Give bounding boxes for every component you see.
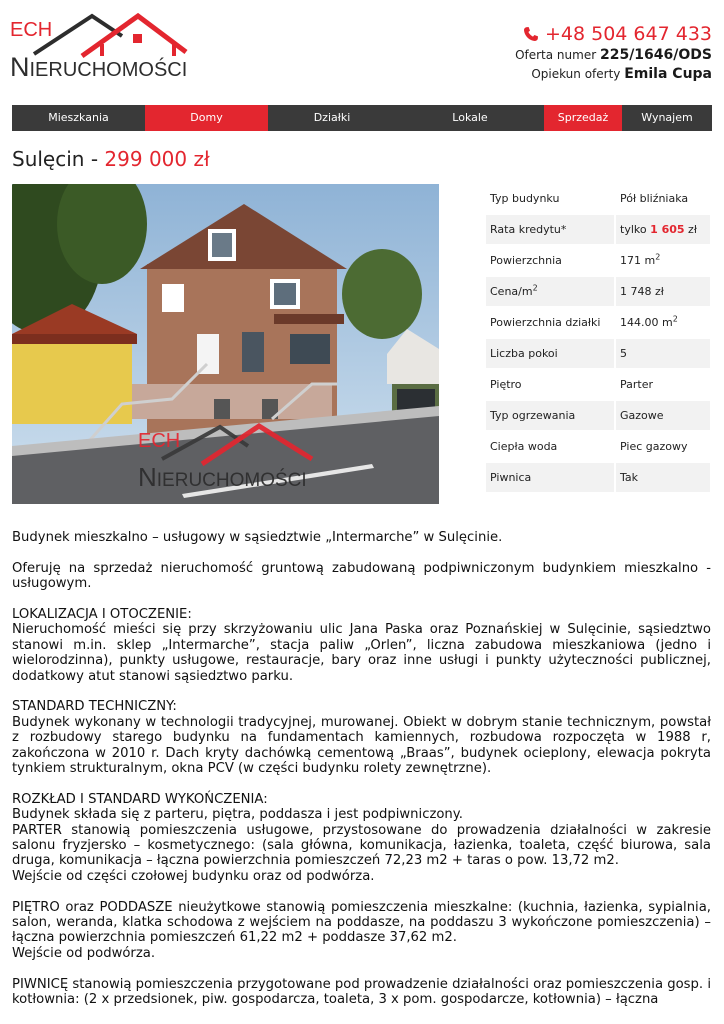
agent-line: [515, 65, 712, 84]
listing-title: [12, 146, 210, 172]
description-paragraph: STANDARD TECHNICZNY: Budynek wykonany w technologii tradycyjnej, murowanej. Obiekt w dobrym stanie technicznym, powstał z rozbudowy starego budynku na fundamentach kamiennych, rozbudowa rozpoczęta w 1988 r, zakończona w 2010 r. Dach kryty dachówką cementową „Braas”, budynek ocieplony, elewacja pokryta tynkiem strukturalnym, okna PCV (w części budynku rolety zewnętrzne).: [12, 699, 711, 777]
spec-label: Powierzchnia działki: [486, 308, 614, 337]
listing-price: 299 000 zł: [104, 147, 210, 171]
area-unit-sup: 2: [655, 252, 661, 262]
phone-number: +48 504 647 433: [544, 23, 712, 45]
description-paragraph: PIWNICĘ stanowią pomieszczenia przygotowane pod prowadzenie działalności oraz pomieszczenia gosp. i kotłownia: (2 x przedsionek, piw. gospodarcza, toaleta, 3 x pom. gospodarcze, kotłownia) – łączna: [12, 976, 711, 1008]
house-photo-image: [12, 184, 439, 504]
logo-house-icon: [10, 10, 190, 82]
spec-label: Powierzchnia: [486, 246, 614, 275]
loan-suffix: zł: [688, 223, 697, 236]
nav-item-domy[interactable]: Domy: [145, 105, 268, 131]
loan-amount: 1 605: [650, 223, 685, 236]
price-per-m2-label: Cena/m: [490, 285, 533, 298]
spec-value: Pół bliźniaka: [616, 184, 710, 213]
plot-area-sup: 2: [672, 314, 678, 324]
listing-photo[interactable]: [12, 184, 439, 504]
spec-value: Parter: [616, 370, 710, 399]
phone-link[interactable]: [515, 22, 712, 46]
spec-value: Piec gazowy: [616, 432, 710, 461]
description-paragraph: Budynek mieszkalno – usługowy w sąsiedztwie „Intermarche” w Sulęcinie.: [12, 530, 503, 545]
nav-item-wynajem[interactable]: Wynajem: [641, 111, 693, 124]
listing-city: Sulęcin: [12, 147, 85, 171]
spec-row-price-per-m2: [486, 277, 710, 308]
plot-area-value: 144.00 m: [620, 316, 673, 329]
site-logo[interactable]: [10, 10, 190, 82]
spec-value: [616, 215, 710, 244]
spec-row-area: [486, 246, 710, 277]
description-paragraph: LOKALIZACJA I OTOCZENIE: Nieruchomość mieści się przy skrzyżowaniu ulic Jana Paska oraz Poznańskiej w Sulęcinie, sąsiedztwo stanowi m.in. sklep „Intermarche”, stacja paliw „Orlen”, liczna zabudowa mieszkaniowa (jedno i wielorodzinna), punkty usługowe, restauracje, bary oraz inne usługi i punkty użyteczności publicznej, dodatkowy atut stanowi sąsiedztwo parku.: [12, 607, 711, 684]
svg-text:NIERUCHOMOŚCI: NIERUCHOMOŚCI: [138, 462, 307, 492]
logo-ech-text: ECH: [10, 19, 53, 41]
spec-row-heating: [486, 401, 710, 432]
spec-row-hot-water: [486, 432, 710, 463]
logo-name-rest: IERUCHOMOŚCI: [29, 59, 188, 81]
spec-row-basement: [486, 463, 710, 494]
spec-label: Liczba pokoi: [486, 339, 614, 368]
nav-item-mieszkania[interactable]: Mieszkania: [48, 111, 109, 124]
spec-label: Typ ogrzewania: [486, 401, 614, 430]
description-paragraph: ROZKŁAD I STANDARD WYKOŃCZENIA: Budynek składa się z parteru, piętra, poddasza i jest podpiwniczony. PARTER stanowią pomieszczenia usługowe, przystosowane do prowadzenia działalności w zakresie salonu fryzjersko – kosmetycznego: (sala główna, komunikacja, łazienka, toaleta, część biurowa, sala druga, komunikacja – łączna powierzchnia pomieszczeń 72,23 m2 + taras o pow. 13,72 m2. Wejście od części czołowej budynku oraz od podwórza.: [12, 791, 711, 884]
logo-name-initial: N: [10, 52, 30, 82]
svg-text:ECH: ECH: [138, 430, 181, 452]
area-value: 171 m: [620, 254, 656, 267]
spec-row-floor: [486, 370, 710, 401]
contact-box: [515, 22, 712, 84]
spec-label: Ciepła woda: [486, 432, 614, 461]
agent-label: Opiekun oferty: [531, 67, 621, 81]
nav-item-sprzedaz[interactable]: Sprzedaż: [544, 105, 622, 131]
spec-value: Tak: [616, 463, 710, 492]
nav-item-dzialki[interactable]: Działki: [313, 111, 351, 124]
listing-description: [12, 530, 711, 1023]
spec-value: Gazowe: [616, 401, 710, 430]
listing-title-separator: -: [90, 147, 99, 171]
spec-row-rooms: [486, 339, 710, 370]
spec-row-loan-rate: [486, 215, 710, 246]
specs-table: [486, 184, 710, 494]
offer-number-label: Oferta numer: [515, 48, 597, 62]
offer-number-line: [515, 46, 712, 65]
price-per-m2-sup: 2: [532, 283, 538, 293]
svg-text:NIERUCHOMOŚCI: [10, 52, 187, 82]
spec-row-building-type: [486, 184, 710, 215]
spec-label: [486, 277, 614, 306]
spec-value: 5: [616, 339, 710, 368]
offer-number: 225/1646/ODS: [599, 47, 712, 63]
spec-value: [616, 246, 710, 275]
spec-value: 1 748 zł: [616, 277, 710, 306]
spec-row-plot-area: [486, 308, 710, 339]
main-nav: [12, 105, 712, 131]
agent-name: Emila Cupa: [624, 66, 712, 82]
spec-label: Typ budynku: [486, 184, 614, 213]
description-paragraph: PIĘTRO oraz PODDASZE nieużytkowe stanowią pomieszczenia mieszkalne: (kuchnia, łazienka, sypialnia, salon, weranda, klatka schodowa z wejściem na poddasze, na poddaszu 3 wykończone pomieszczenia) – łączna powierzchnia pomieszczeń 61,22 m2 + poddasze 37,62 m2. Wejście od podwórza.: [12, 899, 711, 961]
phone-icon: [523, 26, 539, 42]
loan-prefix: tylko: [620, 223, 647, 236]
description-paragraph: Oferuję na sprzedaż nieruchomość gruntową zabudowaną podpiwniczonym budynkiem mieszkalno - usługowym.: [12, 560, 711, 592]
spec-value: [616, 308, 710, 337]
spec-label: Rata kredytu*: [486, 215, 614, 244]
nav-item-lokale[interactable]: Lokale: [452, 111, 488, 124]
spec-label: Piwnica: [486, 463, 614, 492]
spec-label: Piętro: [486, 370, 614, 399]
